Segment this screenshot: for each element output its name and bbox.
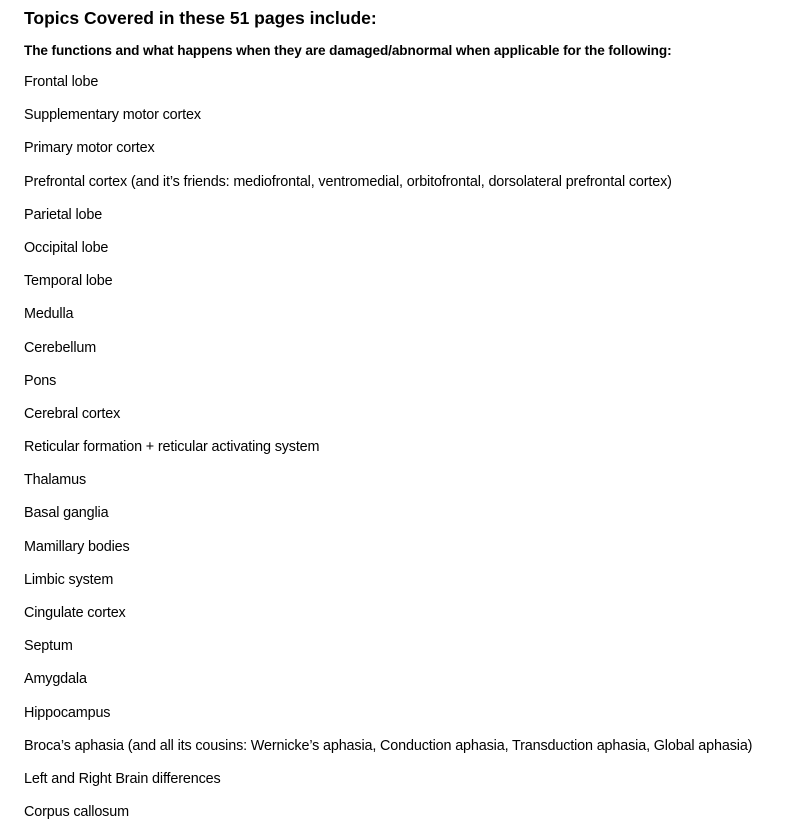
document-subtitle: The functions and what happens when they are damaged/abnormal when applicable for the following: bbox=[24, 43, 672, 58]
topic-item: Septum bbox=[24, 638, 73, 655]
topic-item: Thalamus bbox=[24, 472, 86, 489]
document-title: Topics Covered in these 51 pages include: bbox=[24, 8, 377, 28]
topic-item: Basal ganglia bbox=[24, 505, 109, 522]
document-page bbox=[24, 0, 789, 829]
topic-item: Parietal lobe bbox=[24, 206, 103, 223]
topic-list bbox=[24, 66, 789, 829]
topic-item: Supplementary motor cortex bbox=[24, 107, 201, 124]
topic-item: Cingulate cortex bbox=[24, 605, 126, 621]
topic-item: Mamillary bodies bbox=[24, 538, 130, 555]
topic-item: Cerebellum bbox=[24, 339, 97, 356]
topic-item: Hippocampus bbox=[24, 704, 111, 721]
topic-item: Pons bbox=[24, 372, 57, 389]
topic-item: Primary motor cortex bbox=[24, 140, 155, 157]
topic-item: Amygdala bbox=[24, 671, 87, 688]
topic-item: Frontal lobe bbox=[24, 74, 99, 90]
topic-item: Limbic system bbox=[24, 571, 114, 588]
topic-item: Left and Right Brain differences bbox=[24, 770, 221, 787]
topic-item: Reticular formation + reticular activating system bbox=[24, 439, 320, 456]
topic-item: Medulla bbox=[24, 306, 74, 323]
topic-item: Temporal lobe bbox=[24, 273, 113, 290]
topic-item: Occipital lobe bbox=[24, 239, 109, 256]
topic-item: Corpus callosum bbox=[24, 804, 129, 821]
topic-item: Prefrontal cortex (and it’s friends: mediofrontal, ventromedial, orbitofrontal, dorsolateral prefrontal cortex) bbox=[24, 173, 672, 190]
topic-item: Broca’s aphasia (and all its cousins: Wernicke’s aphasia, Conduction aphasia, Transduction aphasia, Global aphasia) bbox=[24, 737, 753, 754]
topic-item: Cerebral cortex bbox=[24, 405, 121, 422]
